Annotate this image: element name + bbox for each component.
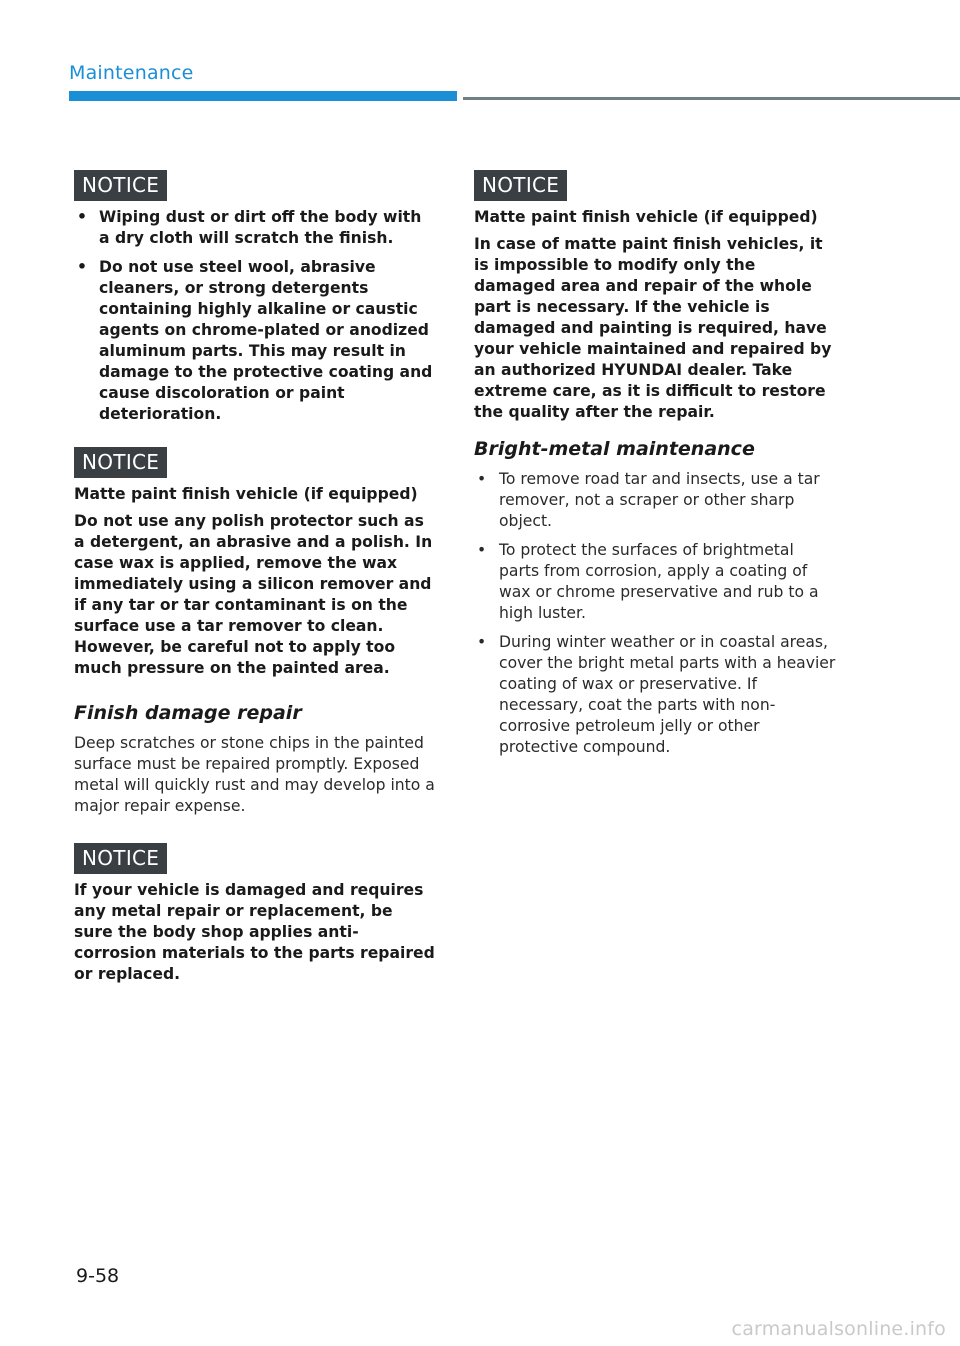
bullet-icon: • [477,633,487,651]
bullet-text: Do not use steel wool, abrasive cleaners, or strong detergents containing highly alkaline or caustic agents on chrome-plated or anodized aluminum parts. This may result in damage to the protective coating and cause discoloration or paint deterioration. [99,258,433,423]
notice-badge: NOTICE [74,447,167,478]
notice-badge: NOTICE [74,843,167,874]
section-heading: Bright-metal maintenance [474,438,755,460]
watermark-text: carmanualsonline.info [731,1318,946,1340]
notice-title: Matte paint finish vehicle (if equipped) [474,208,818,226]
notice-badge: NOTICE [474,170,567,201]
bullet-icon: • [77,258,87,276]
header-divider-line [463,97,960,100]
bullet-text: During winter weather or in coastal areas, cover the bright metal parts with a heavier coating of wax or preservative. If necessary, coat the parts with non-corrosive petroleum jelly or other protective compound. [499,633,836,756]
bullet-icon: • [77,208,87,226]
notice-text: If your vehicle is damaged and requires any metal repair or replacement, be sure the body shop applies anti-corrosion materials to the parts repaired or replaced. [74,881,435,983]
bullet-text: To remove road tar and insects, use a tar remover, not a scraper or other sharp object. [499,470,820,530]
notice-anti-corrosion [74,843,436,985]
bright-metal-maintenance-section [474,437,836,758]
paragraph: Deep scratches or stone chips in the painted surface must be repaired promptly. Exposed metal will quickly rust and may develop into a major repair expense. [74,734,435,815]
notice-matte-repair [474,170,836,423]
section-heading: Finish damage repair [74,702,302,724]
list-item [74,257,436,425]
bullet-icon: • [477,541,487,559]
list-item [474,540,836,624]
bullet-text: Wiping dust or dirt off the body with a dry cloth will scratch the finish. [99,208,422,247]
list-item [474,469,836,532]
bullet-text: To protect the surfaces of brightmetal parts from corrosion, apply a coating of wax or chrome preservative and rub to a high luster. [499,541,819,622]
notice-matte-polish [74,447,436,679]
page-number: 9-58 [76,1265,120,1287]
notice-text: In case of matte paint finish vehicles, it is impossible to modify only the damaged area and repair of the whole part is necessary. If the vehicle is damaged and painting is required, have your vehicle maintained and repaired by an authorized HYUNDAI dealer. Take extreme care, as it is difficult to restore the quality after the repair. [474,235,832,421]
right-column [474,170,836,766]
notice-badge: NOTICE [74,170,167,201]
notice-bullet-list [74,207,436,425]
finish-damage-repair-section [74,701,436,817]
section-title: Maintenance [69,62,194,84]
header-accent-bar [69,91,457,101]
left-column [74,170,436,1007]
list-item [474,632,836,758]
notice-text: Do not use any polish protector such as a detergent, an abrasive and a polish. In case wax is applied, remove the wax immediately using a silicon remover and if any tar or tar contaminant is on the surface use a tar remover to clean. However, be careful not to apply too much pressure on the painted area. [74,512,433,677]
bullet-icon: • [477,470,487,488]
notice-title: Matte paint finish vehicle (if equipped) [74,485,418,503]
notice-scratch-warning [74,170,436,425]
bullet-list [474,469,836,758]
list-item [74,207,436,249]
